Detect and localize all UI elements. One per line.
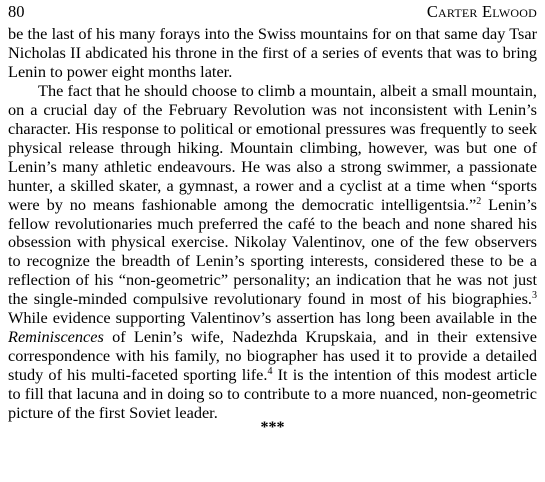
footnote-ref[interactable]: 4 [267, 366, 273, 378]
running-head-author: Carter Elwood [426, 2, 537, 21]
text-run: of Lenin’s wife, Nadezhda Krupskaia, and in their extensive correspondence with his family, no biographer has used it to provide a detailed study of his multi-faceted sporting life. [8, 327, 537, 385]
text-run: Lenin’s fellow revolutionaries much preferred the café to the beach and none shared his obsession with physical exercise. Nikolay Valentinov, one of the few observers to recognize the breadth of Lenin’s sporting interests, considered these to be a reflection of his “non-geometric” personality; an indication that he was not just the single-minded compulsive revolutionary found in most of his biographies. [8, 194, 538, 309]
book-title: Reminiscences [8, 327, 104, 347]
paragraph [8, 82, 537, 423]
page-number: 80 [8, 2, 25, 21]
text-run: The fact that he should choose to climb a mountain, albeit a small mountain, on a crucial day of the February Revolution was not inconsistent with Lenin’s character. His response to political or emotional pressures was frequently to seek physical release through hiking. Mountain climbing, however, was but one of Lenin’s many athletic endeavours. He was also a strong swimmer, a passionate hunter, a skilled skater, a gymnast, a rower and a cyclist at a time when “sports were by no means fashionable among the democratic intelligentsia.” [8, 80, 537, 214]
text-run: While evidence supporting Valentinov’s assertion has long been available in the [8, 308, 537, 328]
section-break: *** [260, 419, 285, 437]
paragraph-continued: be the last of his many forays into the Swiss mountains for on that same day Tsar Nicholas II abdicated his throne in the first of a series of events that was to bring Lenin to power eight months later. [8, 24, 537, 81]
text-run: It is the intention of this modest article to fill that lacuna and in doing so to contribute to a more nuanced, non-geometric picture of the first Soviet leader. [8, 365, 537, 423]
footnote-ref[interactable]: 2 [476, 195, 482, 207]
body-text [8, 25, 537, 423]
footnote-ref[interactable]: 3 [532, 290, 537, 302]
running-head [8, 2, 537, 25]
